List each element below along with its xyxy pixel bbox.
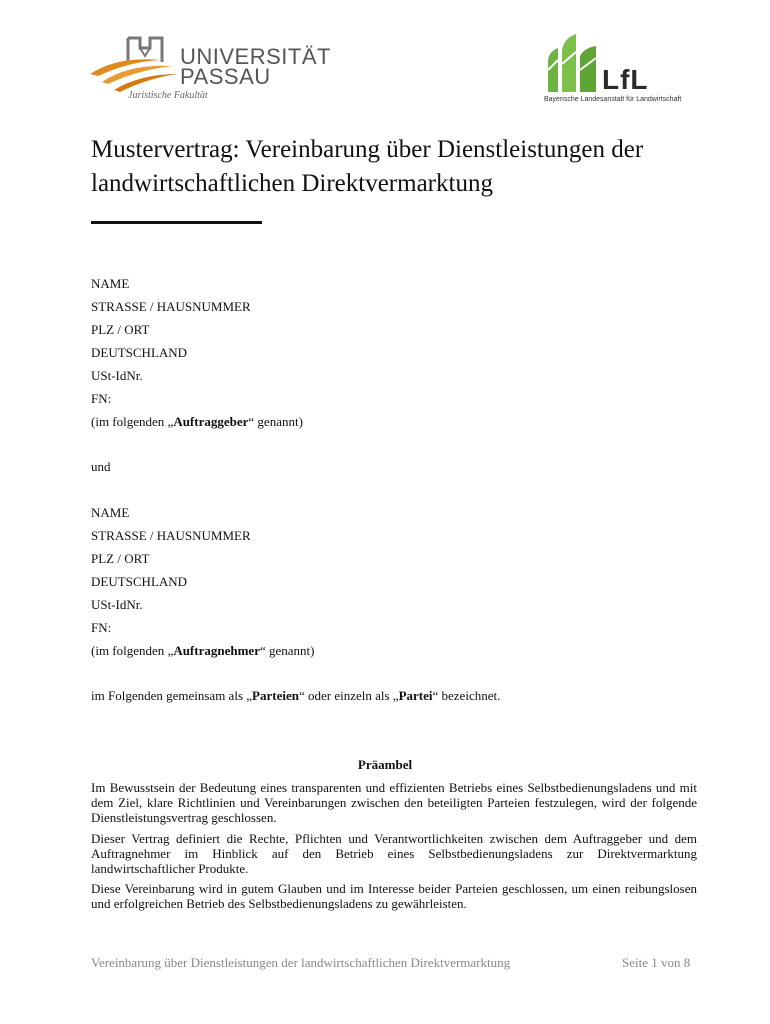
preamble-paragraph-1: Im Bewusstsein der Bedeutung eines transparenten und effizienten Betriebs eines Selbstbedienungsladens und mit dem Ziel, klare Richtlinien und Vereinbarungen zwischen den beteiligten Parteien festzulegen, wird der folgende Dienstleistungsvertrag geschlossen. bbox=[91, 780, 697, 825]
parties-term1: Parteien bbox=[252, 688, 299, 703]
uni-passau-emblem-icon bbox=[88, 34, 180, 94]
parties-part2: “ oder einzeln als „ bbox=[298, 688, 399, 703]
preamble-heading: Präambel bbox=[357, 757, 413, 772]
party2-country: DEUTSCHLAND bbox=[91, 574, 188, 589]
party2-street: STRASSE / HAUSNUMMER bbox=[91, 528, 251, 543]
party1-role: Auftraggeber bbox=[173, 414, 249, 429]
parties-part1: im Folgenden gemeinsam als „ bbox=[91, 688, 253, 703]
preamble-paragraph-2: Dieser Vertrag definiert die Rechte, Pflichten und Verantwortlichkeiten zwischen dem Auftraggeber und dem Auftragnehmer im Hinblick auf den Betrieb eines Selbstbedienungsladens zur Direktvermarktung landwirtschaftlicher Produkte. bbox=[91, 831, 697, 876]
lfl-leaves-icon bbox=[542, 30, 604, 94]
party2-role-line bbox=[91, 643, 314, 659]
party1-street: STRASSE / HAUSNUMMER bbox=[91, 299, 251, 314]
party1-city: PLZ / ORT bbox=[91, 322, 150, 337]
party2-role-suffix: “ genannt) bbox=[259, 643, 315, 658]
uni-passau-line2: PASSAU bbox=[180, 64, 271, 89]
party1-name: NAME bbox=[91, 276, 130, 291]
party1-role-suffix: “ genannt) bbox=[248, 414, 303, 429]
uni-passau-line1: UNIVERSITÄT bbox=[180, 44, 331, 69]
connector-und: und bbox=[91, 459, 111, 474]
uni-passau-subtitle: Juristische Fakultät bbox=[128, 90, 208, 101]
title-underline bbox=[91, 221, 262, 224]
party2-role-prefix: (im folgenden „ bbox=[91, 643, 174, 658]
preamble-paragraph-3: Diese Vereinbarung wird in gutem Glauben und im Interesse beider Parteien geschlossen, um einen reibungslosen und erfolgreichen Betrieb des Selbstbedienungsladens zu gewährleisten. bbox=[91, 881, 697, 911]
party1-role-prefix: (im folgenden „ bbox=[91, 414, 174, 429]
parties-part3: “ bezeichnet. bbox=[432, 688, 501, 703]
party1-vat: USt-IdNr. bbox=[91, 368, 143, 383]
party1-fn: FN: bbox=[91, 391, 112, 406]
party1-country: DEUTSCHLAND bbox=[91, 345, 188, 360]
uni-passau-logo bbox=[88, 30, 331, 108]
party2-name: NAME bbox=[91, 505, 130, 520]
party1-role-line bbox=[91, 414, 303, 430]
footer-page-number: Seite 1 von 8 bbox=[622, 955, 691, 970]
party2-fn: FN: bbox=[91, 620, 112, 635]
parties-term2: Partei bbox=[398, 688, 433, 703]
lfl-logo bbox=[540, 30, 710, 108]
lfl-wordmark: LfL bbox=[602, 64, 649, 95]
party2-city: PLZ / ORT bbox=[91, 551, 150, 566]
party2-role: Auftragnehmer bbox=[173, 643, 260, 658]
lfl-subtitle: Bayerische Landesanstalt für Landwirtschaft bbox=[544, 96, 682, 103]
footer-document-name: Vereinbarung über Dienstleistungen der landwirtschaftlichen Direktvermarktung bbox=[91, 955, 511, 970]
parties-sentence bbox=[91, 688, 500, 704]
party2-vat: USt-IdNr. bbox=[91, 597, 143, 612]
document-title: Mustervertrag: Vereinbarung über Dienstleistungen der landwirtschaftlichen Direktvermarktung bbox=[91, 136, 644, 197]
